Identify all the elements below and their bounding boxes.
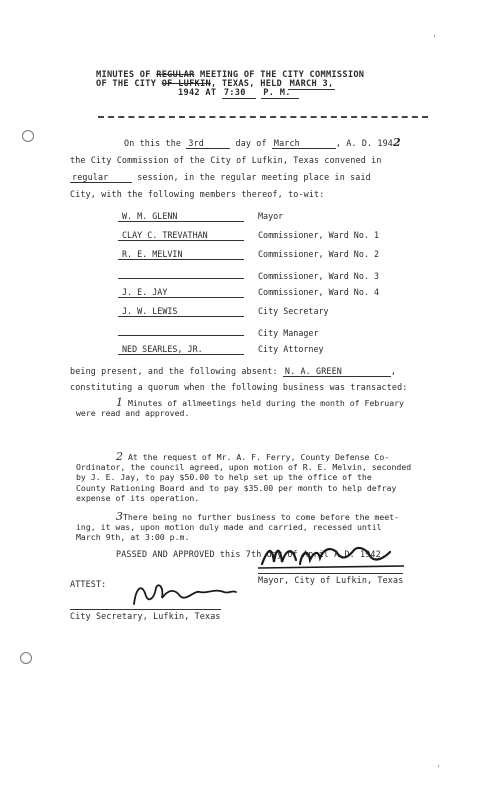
dashed-divider (98, 116, 428, 118)
item-number: 1 (116, 396, 123, 409)
member-name: CLAY C. TREVATHAN (118, 230, 244, 241)
absent-member: N. A. GREEN (283, 366, 391, 377)
item-text: by J. E. Jay, to pay $50.00 to help set up the office of the (76, 472, 372, 483)
secretary-signature (128, 578, 248, 610)
item-text: ing, it was, upon motion duly made and carried, recessed until (76, 522, 382, 533)
intro-line-2: the City Commission of the City of Lufkin, Texas convened in (70, 155, 382, 165)
item-text: There being no further business to come before the meet- (123, 512, 400, 522)
intro-text: On this the (124, 138, 182, 148)
member-row (118, 249, 379, 260)
quorum-line: constituting a quorum when the following business was transacted: (70, 382, 408, 392)
punch-hole-top (22, 130, 34, 142)
edge-mark-bottom-right: ' (436, 764, 441, 773)
header-meeting-type: REGULAR (156, 70, 195, 80)
member-row (118, 211, 283, 222)
member-name (118, 325, 244, 336)
intro-line-4: City, with the following members thereof, to-wit: (70, 189, 325, 199)
item-text: At the request of Mr. A. F. Ferry, County Defense Co- (127, 452, 390, 462)
intro-text: session, in the regular meeting place in said (137, 172, 371, 182)
member-name: J. E. JAY (118, 287, 244, 298)
session-type: regular (70, 172, 132, 183)
meeting-year-digit: 2 (393, 136, 401, 149)
presence-text: being present, and the following absent: (70, 366, 278, 376)
member-name: J. W. LEWIS (118, 306, 244, 317)
header-text: , TEXAS, HELD (210, 79, 283, 89)
header-city: OF LUFKIN (161, 79, 211, 89)
minutes-item-3 (76, 512, 399, 543)
item-text: March 9th, at 3:00 p.m. (76, 532, 190, 543)
meeting-day: 3rd (186, 138, 230, 149)
presence-line (70, 366, 396, 377)
member-title: Commissioner, Ward No. 2 (258, 249, 380, 259)
mayor-signature-svg (258, 540, 408, 572)
header-text: MEETING OF THE CITY COMMISSION (200, 70, 365, 80)
item-text: Minutes of allmeetings held during the month of February (127, 398, 404, 408)
member-name: NED SEARLES, JR. (118, 344, 244, 355)
member-name: R. E. MELVIN (118, 249, 244, 260)
member-name (118, 268, 244, 279)
member-title: Mayor (258, 211, 284, 221)
member-title: City Manager (258, 328, 319, 338)
item-text: County Rationing Board and to pay $35.00 per month to help defray (76, 482, 397, 493)
member-row (118, 268, 379, 281)
intro-text: , A. D. 194 (335, 138, 394, 148)
intro-line-1 (124, 138, 401, 149)
member-name: W. M. GLENN (118, 211, 244, 222)
header-line-3 (178, 88, 299, 99)
mayor-signature (258, 540, 408, 572)
item-text: Ordinator, the council agreed, upon motion of R. E. Melvin, seconded (76, 462, 412, 473)
member-row (118, 287, 379, 298)
header-text: 1942 AT (178, 88, 217, 98)
item-text: were read and approved. (76, 408, 190, 419)
member-title: Commissioner, Ward No. 3 (258, 271, 380, 281)
mayor-caption: Mayor, City of Lufkin, Texas (258, 575, 404, 585)
punch-hole-bottom (20, 652, 32, 664)
member-row (118, 230, 379, 241)
member-title: City Attorney (258, 344, 324, 354)
item-number: 3 (116, 510, 123, 523)
presence-text: , (390, 366, 397, 376)
member-title: City Secretary (258, 306, 329, 316)
secretary-signature-svg (128, 578, 248, 610)
header-meridiem: P. M. (261, 88, 299, 99)
attest-label: ATTEST: (70, 579, 107, 589)
header-time: 7:30 (222, 88, 256, 99)
item-text: expense of its operation. (76, 492, 200, 503)
member-row (118, 325, 319, 338)
member-row (118, 344, 324, 355)
secretary-caption: City Secretary, Lufkin, Texas (70, 611, 221, 621)
member-title: Commissioner, Ward No. 4 (258, 287, 380, 297)
edge-mark-top-right: ' (432, 34, 437, 43)
minutes-item-2 (76, 452, 411, 503)
meeting-month: March (272, 138, 336, 149)
header-text: MINUTES OF (96, 70, 151, 80)
header-text: OF THE CITY (96, 79, 157, 89)
item-number: 2 (116, 450, 123, 463)
member-row (118, 306, 329, 317)
minutes-item-1 (76, 398, 404, 418)
member-title: Commissioner, Ward No. 1 (258, 230, 380, 240)
intro-text: day of (235, 138, 267, 148)
passed-approved-line: PASSED AND APPROVED this 7th day of April A.D. 1942. (116, 549, 386, 559)
header-date: MARCH 3, (289, 79, 334, 89)
intro-line-3 (70, 172, 371, 183)
